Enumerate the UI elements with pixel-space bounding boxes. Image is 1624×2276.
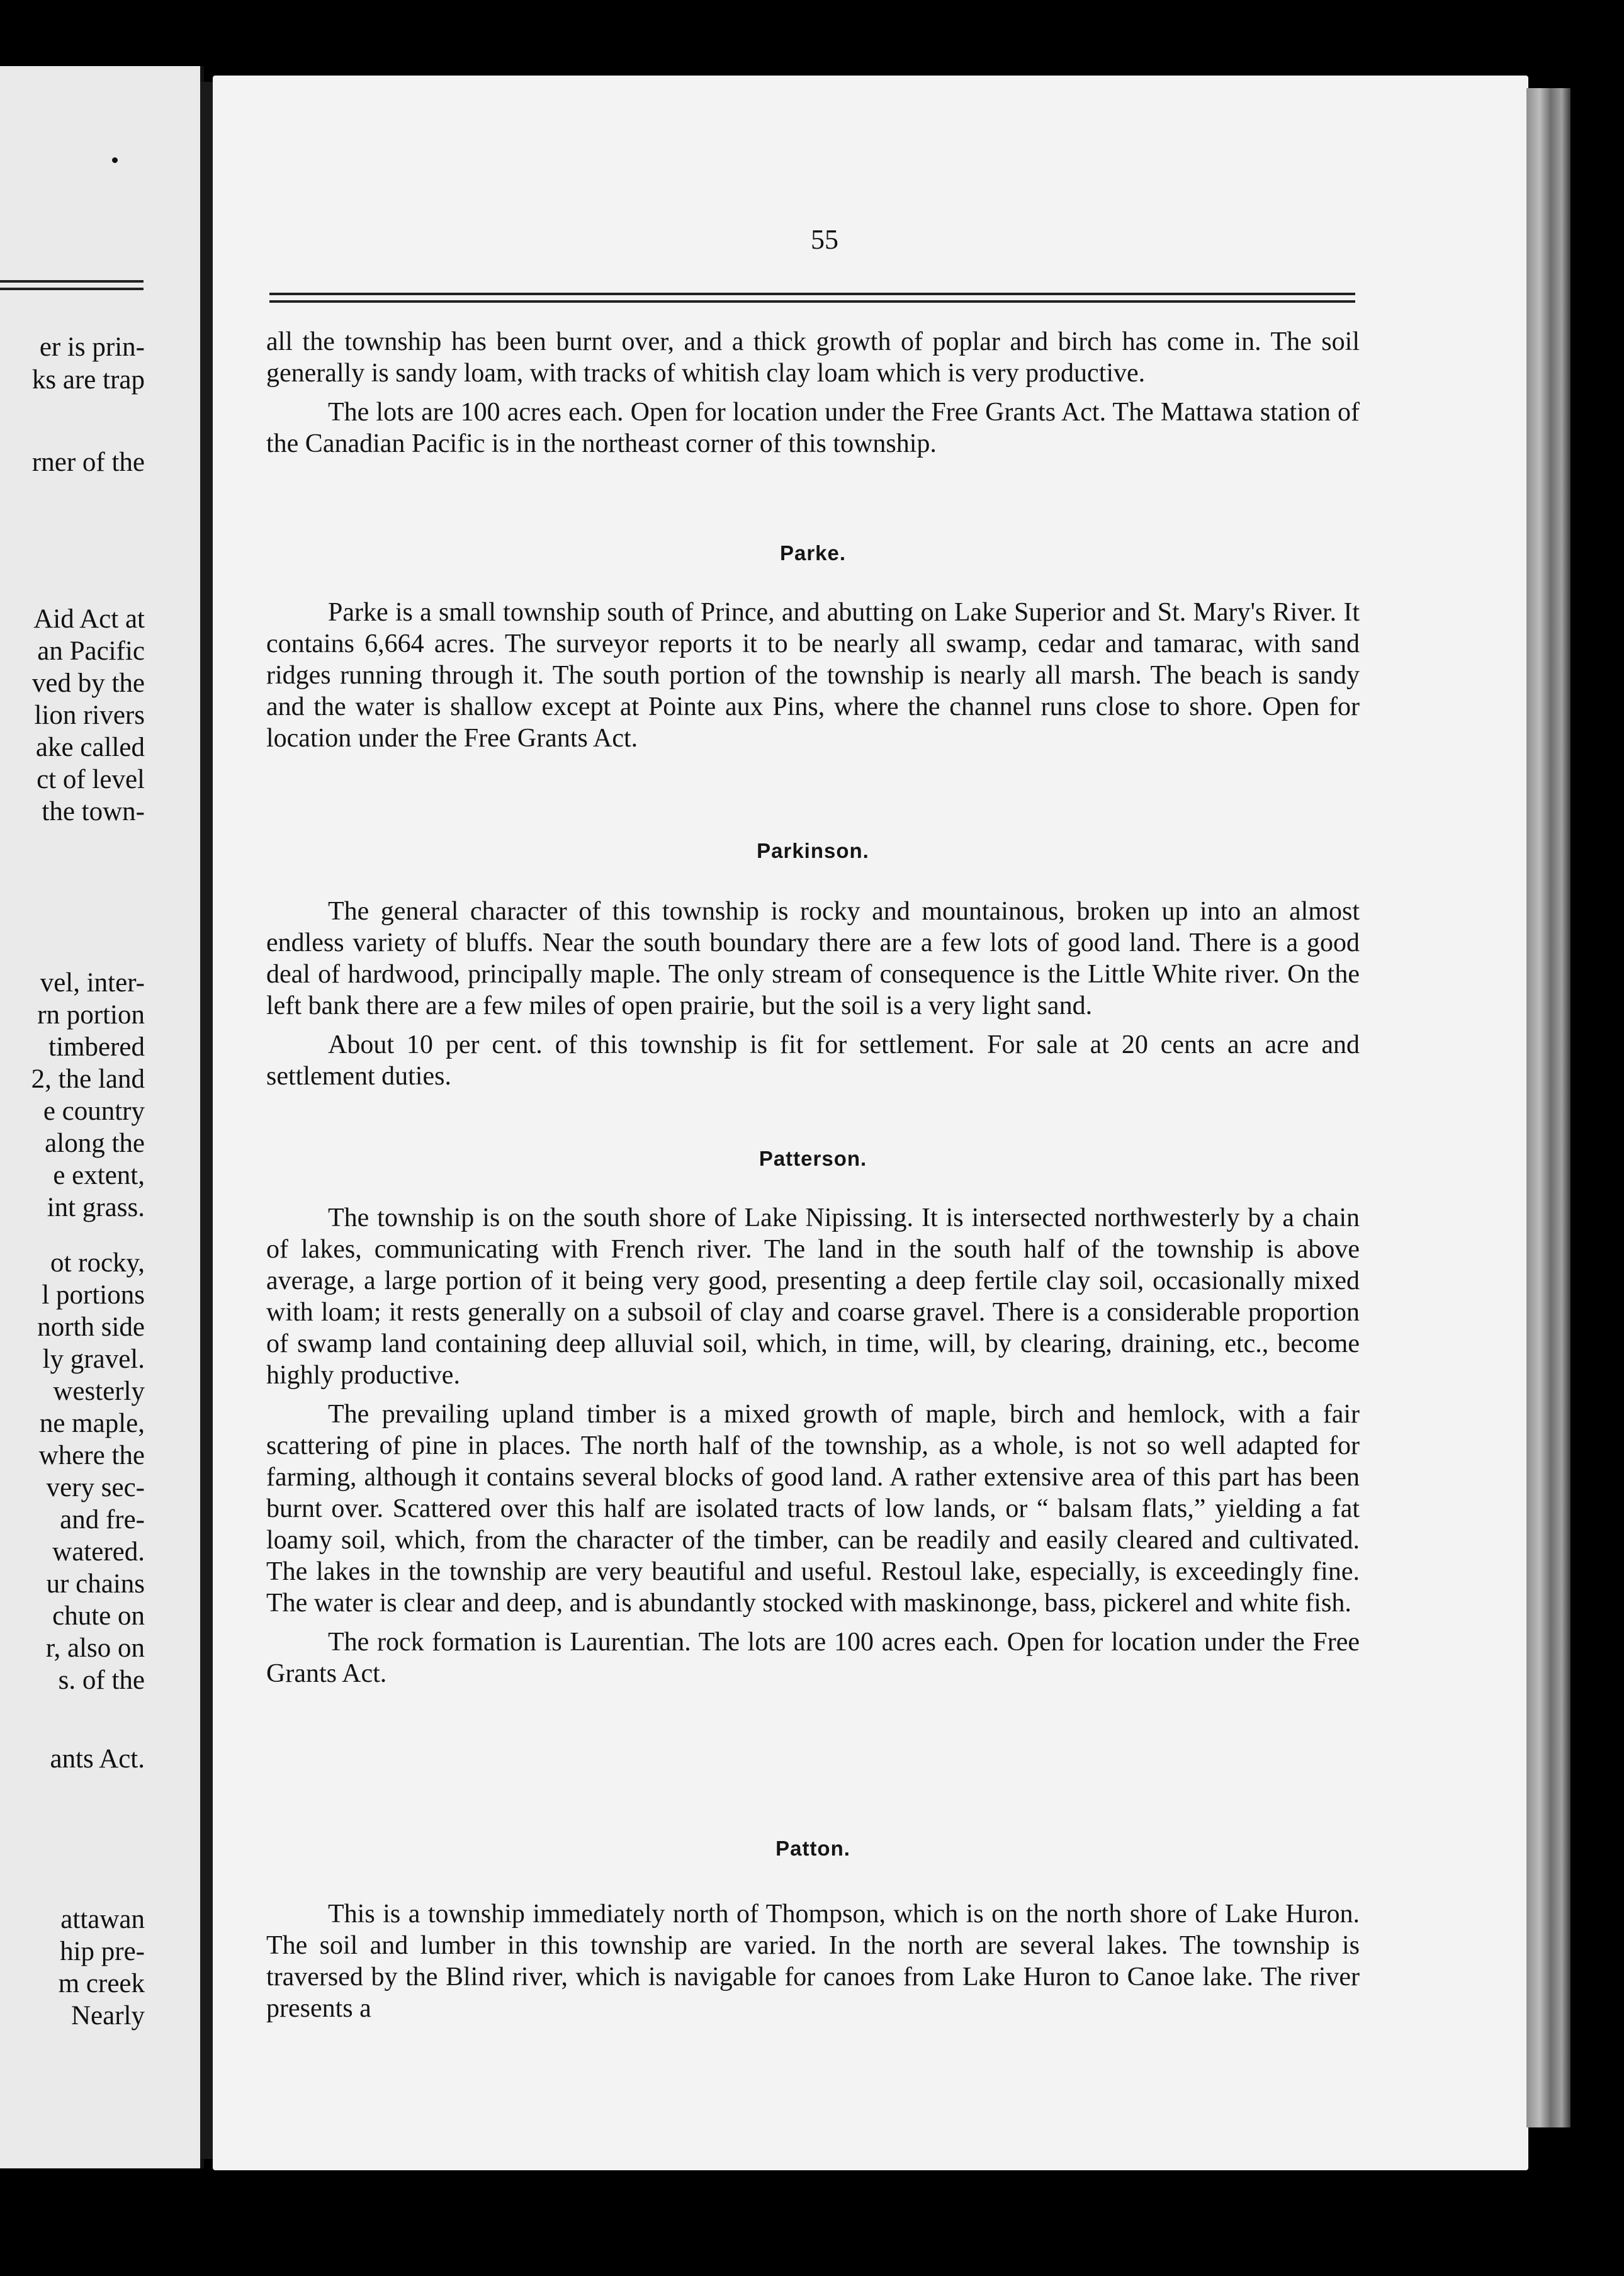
left-text-line: er is prin-	[39, 332, 145, 362]
left-text-line: ved by the	[31, 668, 145, 698]
left-text-line: Aid Act at	[33, 604, 145, 634]
section-parke	[266, 541, 1360, 754]
header-rule	[269, 300, 1355, 303]
left-header-rule	[0, 288, 144, 290]
paragraph: The rock formation is Laurentian. The lots are 100 acres each. Open for location under the Free Grants Act.	[266, 1628, 1360, 1688]
left-text-line: ly gravel.	[42, 1344, 145, 1374]
section-heading: Parke.	[779, 541, 847, 565]
left-text-line: e country	[43, 1096, 145, 1126]
left-text-line: r, also on	[45, 1633, 145, 1663]
paragraph: About 10 per cent. of this township is fit for settlement. For sale at 20 cents an acre and settlement duties.	[266, 1030, 1360, 1091]
left-text-line: north side	[37, 1312, 145, 1342]
section-heading: Patton.	[775, 1837, 850, 1860]
page-stack-edge	[1526, 88, 1570, 2127]
left-text-line: and fre-	[60, 1505, 145, 1535]
section-heading: Patterson.	[758, 1147, 867, 1170]
left-text-line: hip pre-	[60, 1937, 145, 1966]
paragraph: Parke is a small township south of Prince, and abutting on Lake Superior and St. Mary's River. It contains 6,664 acres. The surveyor reports it to be nearly all swamp, cedar and tamarac, with sand ridges running through it. The south portion of the township is nearly all marsh. The beach is sandy and the water is shallow except at Pointe aux Pins, where the channel runs close to shore. Open for location under the Free Grants Act.	[266, 598, 1360, 753]
left-text-line: rner of the	[31, 448, 145, 477]
left-text-line: ne maple,	[39, 1409, 145, 1438]
left-text-line: where the	[38, 1441, 145, 1470]
section-patton	[266, 1837, 1360, 2024]
left-text-line: e extent,	[53, 1161, 145, 1190]
paragraph: This is a township immediately north of Thompson, which is on the north shore of Lake Huron. The soil and lumber in this township are varied. In the north are several lakes. The township is traversed by the Blind river, which is navigable for canoes from Lake Huron to Canoe lake. The river presents a	[266, 1900, 1360, 2023]
left-text-line: westerly	[53, 1377, 145, 1406]
left-text-line: rn portion	[37, 1000, 145, 1030]
left-header-rule	[0, 280, 144, 283]
left-text-line: ct of level	[37, 765, 145, 794]
left-text-line: Nearly	[71, 2001, 145, 2031]
left-text-line: attawan	[60, 1905, 145, 1934]
paragraph: all the township has been burnt over, and a thick growth of poplar and birch has come in. The soil generally is sandy loam, with tracks of whitish clay loam which is very productive.	[266, 327, 1360, 388]
section-parkinson	[266, 839, 1360, 1092]
left-text-line: int grass.	[47, 1193, 145, 1222]
left-text-line: very sec-	[46, 1473, 145, 1502]
section-patterson	[266, 1147, 1360, 1689]
left-text-line: m creek	[58, 1969, 145, 1998]
left-text-line: along the	[45, 1129, 145, 1158]
header-rule	[269, 293, 1355, 295]
paragraph: The general character of this township is rocky and mountainous, broken up into an almost endless variety of bluffs. Near the south boundary there are a few lots of good land. There is a good deal of hardwood, principally maple. The only stream of consequence is the Little White river. On the left bank there are a few miles of open prairie, but the soil is a very light sand.	[266, 897, 1360, 1020]
ink-dot	[112, 157, 118, 163]
left-text-line: ks are trap	[31, 365, 145, 395]
left-text-line: vel, inter-	[40, 968, 145, 998]
left-text-line: ants Act.	[50, 1744, 145, 1774]
left-text-line: 2, the land	[31, 1064, 145, 1094]
left-facing-page	[0, 66, 204, 2168]
left-text-line: ot rocky,	[50, 1248, 145, 1278]
left-text-line: ur chains	[46, 1569, 145, 1599]
left-text-line: lion rivers	[34, 701, 145, 730]
paragraph: The lots are 100 acres each. Open for location under the Free Grants Act. The Mattawa station of the Canadian Pacific is in the northeast corner of this township.	[266, 398, 1360, 458]
left-text-line: ake called	[35, 733, 145, 762]
left-text-line: an Pacific	[37, 636, 145, 666]
left-text-line: timbered	[48, 1032, 145, 1062]
left-text-line: l portions	[42, 1280, 145, 1310]
paragraph: The township is on the south shore of Lake Nipissing. It is intersected northwesterly by a chain of lakes, communicating with French river. The land in the south half of the township is above average, a large portion of it being very good, presenting a deep fertile clay soil, occasionally mixed with loam; it rests generally on a subsoil of clay and coarse gravel. There is a considerable proportion of swamp land containing deep alluvial soil, which, in time, will, by clearing, draining, etc., become highly productive.	[266, 1203, 1360, 1390]
page-number: 55	[811, 224, 838, 255]
intro-block	[266, 326, 1360, 459]
left-text-line: watered.	[52, 1537, 145, 1567]
left-text-line: chute on	[52, 1601, 145, 1631]
paragraph: The prevailing upland timber is a mixed growth of maple, birch and hemlock, with a fair scattering of pine in places. The north half of the township, as a whole, is not so well adapted for farming, although it contains several blocks of good land. A rather extensive area of this part has been burnt over. Scattered over this half are isolated tracts of low lands, or “ balsam flats,” yielding a fat loamy soil, which, from the character of the timber, can be readily and easily cleared and cultivated. The lakes in the township are very beautiful and useful. Restoul lake, especially, is exceedingly fine. The water is clear and deep, and is abundantly stocked with maskinonge, bass, pickerel and white fish.	[266, 1400, 1360, 1618]
left-text-line: s. of the	[58, 1665, 145, 1695]
section-heading: Parkinson.	[757, 839, 869, 862]
left-text-line: the town-	[42, 797, 145, 826]
